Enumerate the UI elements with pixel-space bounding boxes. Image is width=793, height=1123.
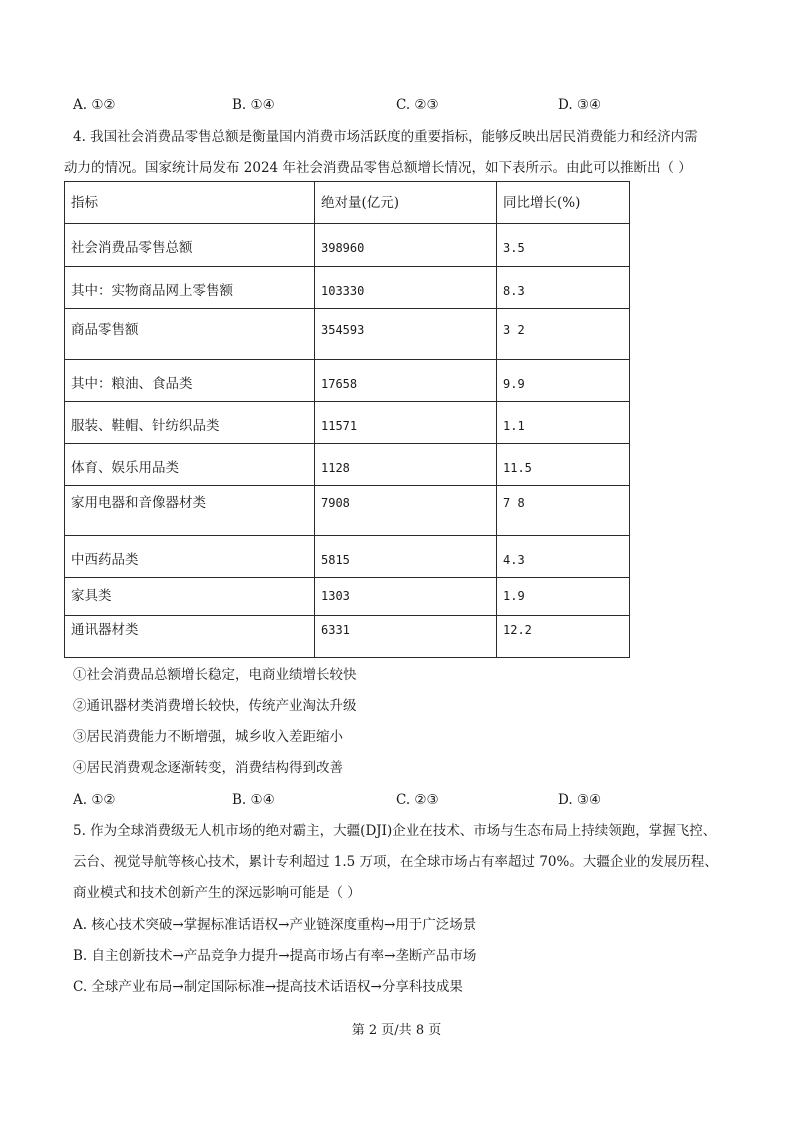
table-row	[65, 486, 630, 536]
table-row	[65, 224, 630, 267]
table-cell: 17658	[315, 360, 497, 402]
table-cell: 家具类	[65, 578, 315, 616]
q5-stem-line2: 云台、视觉导航等核心技术，累计专利超过 1.5 万项，在全球市场占有率超过 70%。大疆企业的发展历程、	[73, 854, 718, 870]
table-cell: 12.2	[497, 616, 630, 658]
table-cell: 体育、娱乐用品类	[65, 444, 315, 486]
q4-option-d: D. ③④	[558, 792, 602, 808]
q3-option-a: A. ①②	[73, 97, 116, 113]
table-cell: 5815	[315, 536, 497, 578]
q4-statement-3: ③居民消费能力不断增强，城乡收入差距缩小	[73, 729, 343, 745]
table-cell: 4.3	[497, 536, 630, 578]
table-cell: 1128	[315, 444, 497, 486]
table-row	[65, 536, 630, 578]
q4-stem-line2: 动力的情况。国家统计局发布 2024 年社会消费品零售总额增长情况，如下表所示。由此可以推断出（ ）	[64, 160, 692, 176]
table-row	[65, 578, 630, 616]
q5-stem-line3: 商业模式和技术创新产生的深远影响可能是（ ）	[73, 885, 361, 901]
q3-option-d: D. ③④	[558, 97, 602, 113]
q5-option-c: C. 全球产业布局→制定国际标准→提高技术话语权→分享科技成果	[73, 979, 463, 995]
q3-option-b: B. ①④	[232, 97, 275, 113]
table-cell: 103330	[315, 267, 497, 309]
q4-option-b: B. ①④	[232, 792, 275, 808]
q4-option-c: C. ②③	[396, 792, 439, 808]
table-cell: 3 2	[497, 309, 630, 360]
q5-stem-line1: 5. 作为全球消费级无人机市场的绝对霸主，大疆(DJI)企业在技术、市场与生态布局上持续领跑，掌握飞控、	[73, 823, 717, 839]
table-cell: 7908	[315, 486, 497, 536]
table-cell: 8.3	[497, 267, 630, 309]
table-row	[65, 402, 630, 444]
table-row	[65, 616, 630, 658]
table-cell: 1.9	[497, 578, 630, 616]
table-header-row	[65, 182, 630, 224]
table-row	[65, 444, 630, 486]
table-cell: 1303	[315, 578, 497, 616]
table-row	[65, 309, 630, 360]
q4-statement-4: ④居民消费观念逐渐转变，消费结构得到改善	[73, 760, 343, 776]
table-cell: 11571	[315, 402, 497, 444]
retail-sales-table	[64, 181, 630, 658]
q5-option-a: A. 核心技术突破→掌握标准话语权→产业链深度重构→用于广泛场景	[73, 917, 477, 933]
q3-option-c: C. ②③	[396, 97, 439, 113]
q4-stem-line1: 4. 我国社会消费品零售总额是衡量国内消费市场活跃度的重要指标，能够反映出居民消费能力和经济内需	[73, 129, 698, 145]
table-row	[65, 267, 630, 309]
table-cell: 11.5	[497, 444, 630, 486]
table-cell: 中西药品类	[65, 536, 315, 578]
table-cell: 9.9	[497, 360, 630, 402]
q4-statement-2: ②通讯器材类消费增长较快，传统产业淘汰升级	[73, 698, 357, 714]
table-header-cell: 指标	[65, 182, 315, 224]
table-cell: 服装、鞋帽、针纺织品类	[65, 402, 315, 444]
table-cell: 1.1	[497, 402, 630, 444]
table-cell: 354593	[315, 309, 497, 360]
table-cell: 家用电器和音像器材类	[65, 486, 315, 536]
table-cell: 其中：实物商品网上零售额	[65, 267, 315, 309]
table-row	[65, 360, 630, 402]
page-footer: 第 2 页/共 8 页	[351, 1023, 442, 1038]
table-cell: 通讯器材类	[65, 616, 315, 658]
table-cell: 其中：粮油、食品类	[65, 360, 315, 402]
table-cell: 398960	[315, 224, 497, 267]
q4-option-a: A. ①②	[73, 792, 116, 808]
table-cell: 6331	[315, 616, 497, 658]
q5-option-b: B. 自主创新技术→产品竞争力提升→提高市场占有率→垄断产品市场	[73, 948, 477, 964]
q4-statement-1: ①社会消费品总额增长稳定，电商业绩增长较快	[73, 667, 357, 683]
table-cell: 7 8	[497, 486, 630, 536]
table-cell: 社会消费品零售总额	[65, 224, 315, 267]
table-cell: 3.5	[497, 224, 630, 267]
table-cell: 商品零售额	[65, 309, 315, 360]
table-header-cell: 同比增长(%)	[497, 182, 630, 224]
table-header-cell: 绝对量(亿元)	[315, 182, 497, 224]
